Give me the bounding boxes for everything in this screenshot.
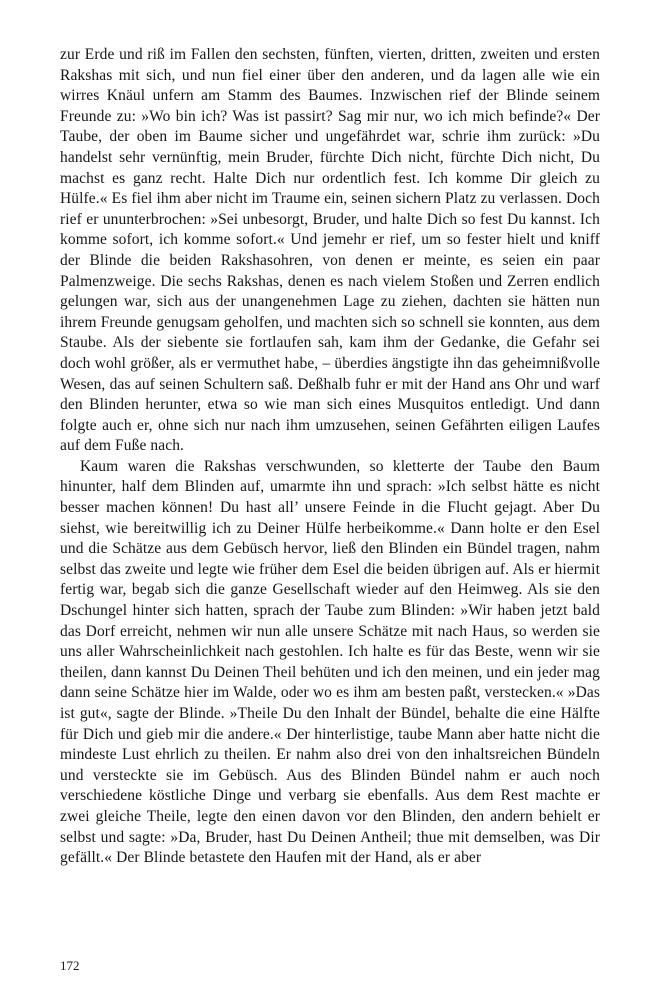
paragraph-continued: zur Erde und riß im Fallen den sechsten, fünften, vierten, dritten, zweiten und ersten Rakshas mit sich, und nun fiel einer über den anderen, und da lagen alle wie ein wirres Knäul unfern am Stamm des Baumes. Inzwischen rief der Blinde seinem Freunde zu: »Wo bin ich? Was ist passirt? Sag mir nur, wo ich mich befinde?« Der Taube, der oben im Baume sicher und ungefährdet war, schrie ihm zurück: »Du handelst sehr vernünftig, mein Bruder, fürchte Dich nicht, fürchte Dich nicht, Du machst es ganz recht. Halte Dich nur ordentlich fest. Ich komme Dir gleich zu Hülfe.« Es fiel ihm aber nicht im Traume ein, seinen sichern Platz zu verlassen. Doch rief er ununterbrochen: »Sei unbesorgt, Bruder, und halte Dich so fest Du kannst. Ich komme sofort, ich komme sofort.« Und jemehr er rief, um so fester hielt und kniff der Blinde die beiden Rakshasohren, von denen er meinte, es seien ein paar Palmenzweige. Die sechs Rakshas, denen es nach vielem Stoßen und Zerren endlich gelungen war, sich aus der unangenehmen Lage zu ziehen, dachten sie hätten nun ihrem Freunde genugsam geholfen, und machten sich so schnell sie konnten, aus dem Staube. Als der siebente sie fortlaufen sah, kam ihm der Gedanke, die Gefahr sei doch wohl größer, als er vermuthet habe, – überdies ängstigte ihn das geheimnißvolle Wesen, das auf seinen Schultern saß. Deßhalb fuhr er mit der Hand ans Ohr und warf den Blinden herunter, etwa so wie man sich eines Musquitos entledigt. Und dann folgte auch er, ohne sich nur nach ihm umzusehen, seinen Gefährten eiligen Laufes auf dem Fuße nach. <box>60 46 600 455</box>
page-text <box>60 45 600 869</box>
paragraph: Kaum waren die Rakshas verschwunden, so kletterte der Taube den Baum hinunter, half dem Blinden auf, umarmte ihn und sprach: »Ich selbst hätte es nicht besser machen können! Du hast all’ unsere Feinde in die Flucht gejagt. Aber Du siehst, wie bereitwillig ich zu Deiner Hülfe herbeikomme.« Dann holte er den Esel und die Schätze aus dem Gebüsch hervor, ließ den Blinden ein Bündel tragen, nahm selbst das zweite und legte wie früher dem Esel die beiden übrigen auf. Als er hiermit fertig war, begab sich die ganze Gesellschaft wieder auf den Heimweg. Als sie den Dschungel hinter sich hatten, sprach der Taube zum Blinden: »Wir haben jetzt bald das Dorf erreicht, nehmen wir nun alle unsere Schätze mit nach Haus, so werden sie uns aller Wahrscheinlichkeit nach gestohlen. Ich halte es für das Beste, wenn wir sie theilen, dann kannst Du Deinen Theil behüten und ich den meinen, und ein jeder mag dann seine Schätze hier im Walde, oder wo es ihm am besten paßt, verstecken.« »Das ist gut«, sagte der Blinde. »Theile Du den Inhalt der Bündel, behalte die eine Hälfte für Dich und gieb mir die andere.« Der hinterlistige, taube Mann aber hatte nicht die mindeste Lust ehrlich zu theilen. Er nahm also drei von den inhaltsreichen Bündeln und versteckte sie im Gebüsch. Aus des Blinden Bündel nahm er auch noch verschiedene köstliche Dinge und verbarg sie ebenfalls. Aus dem Rest machte er zwei gleiche Theile, legte den einen davon vor den Blinden, den andern behielt er selbst und sagte: »Da, Bruder, hast Du Deinen Antheil; thue mit demselben, was Dir gefällt.« Der Blinde betastete den Haufen mit der Hand, als er aber <box>60 457 600 867</box>
page-number: 172 <box>60 958 80 973</box>
